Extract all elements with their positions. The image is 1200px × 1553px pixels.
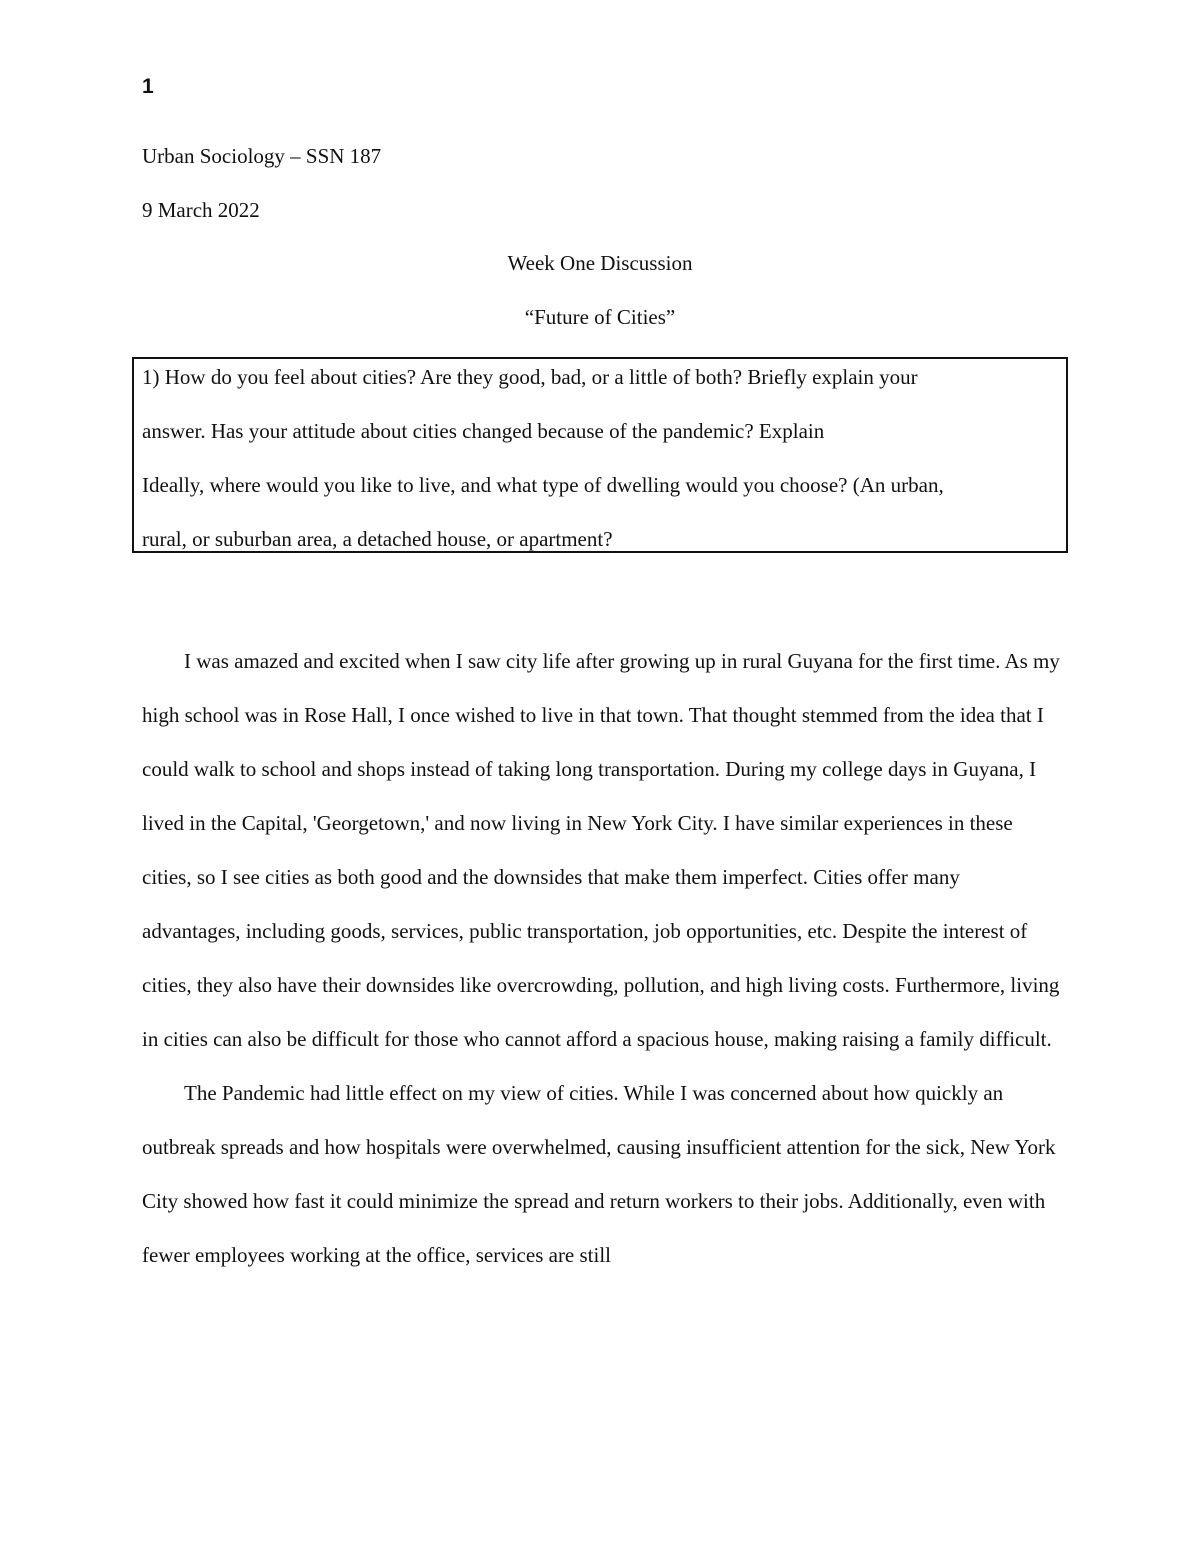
- prompt-line: answer. Has your attitude about cities changed because of the pandemic? Explain: [142, 419, 825, 443]
- document-subtitle: “Future of Cities”: [524, 305, 676, 329]
- prompt-line: 1) How do you feel about cities? Are they good, bad, or a little of both? Briefly explain your: [142, 365, 918, 389]
- prompt-line: Ideally, where would you like to live, and what type of dwelling would you choose? (An urban,: [142, 473, 944, 497]
- document-date: 9 March 2022: [142, 198, 260, 222]
- essay-paragraph-2: The Pandemic had little effect on my view of cities. While I was concerned about how quickly an outbreak spreads and how hospitals were overwhelmed, causing insufficient attention for the sick, New York City showed how fast it could minimize the spread and return workers to their jobs. Additionally, even with fewer employees working at the office, services are still: [142, 1081, 1056, 1267]
- prompt-box: [132, 357, 1068, 553]
- essay-body: [142, 634, 1060, 1282]
- prompt-line: rural, or suburban area, a detached house, or apartment?: [142, 527, 613, 551]
- page-number: 1: [142, 75, 154, 98]
- course-title: Urban Sociology – SSN 187: [142, 144, 382, 168]
- essay-paragraph-1: I was amazed and excited when I saw city life after growing up in rural Guyana for the first time. As my high school was in Rose Hall, I once wished to live in that town. That thought stemmed from the idea that I could walk to school and shops instead of taking long transportation. During my college days in Guyana, I lived in the Capital, 'Georgetown,' and now living in New York City. I have similar experiences in these cities, so I see cities as both good and the downsides that make them imperfect. Cities offer many advantages, including goods, services, public transportation, job opportunities, etc. Despite the interest of cities, they also have their downsides like overcrowding, pollution, and high living costs. Furthermore, living in cities can also be difficult for those who cannot afford a spacious house, making raising a family difficult.: [142, 649, 1060, 1051]
- document-title: Week One Discussion: [507, 251, 693, 275]
